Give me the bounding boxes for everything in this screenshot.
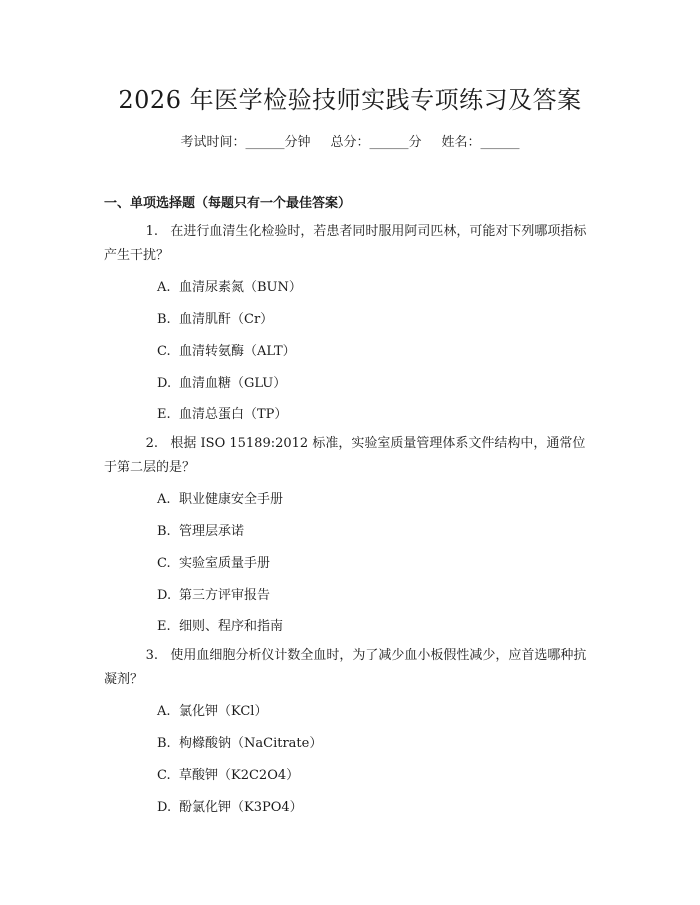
question-2 [104, 432, 594, 480]
student-name: 姓名：______ [441, 135, 520, 150]
option-3a [157, 700, 267, 719]
option-letter: E. [157, 407, 171, 422]
question-text: 根据 ISO 15189:2012 标准，实验室质量管理体系文件结构中，通常位于第二层的是？ [104, 436, 586, 475]
exam-meta [0, 131, 700, 150]
option-letter: B. [157, 524, 171, 539]
question-number: 2. [145, 436, 158, 451]
question-number: 3. [145, 648, 158, 663]
option-letter: A. [157, 704, 171, 719]
question-number: 1. [145, 224, 158, 239]
question-text: 在进行血清生化检验时，若患者同时服用阿司匹林，可能对下列哪项指标产生干扰？ [104, 224, 587, 263]
option-1a [157, 276, 302, 295]
option-letter: D. [157, 800, 172, 815]
option-text: 血清转氨酶（ALT） [179, 344, 296, 359]
option-text: 氯化钾（KCl） [179, 704, 268, 719]
exam-score: 总分：______分 [330, 135, 422, 150]
option-letter: A. [157, 280, 171, 295]
option-text: 细则、程序和指南 [179, 619, 284, 634]
option-text: 实验室质量手册 [179, 556, 271, 571]
option-3c [157, 764, 299, 783]
option-1d [157, 372, 286, 391]
question-text: 使用血细胞分析仪计数全血时，为了减少血小板假性减少，应首选哪种抗凝剂？ [104, 648, 587, 687]
option-text: 枸橼酸钠（NaCitrate） [179, 736, 323, 751]
section-heading: 一、单项选择题（每题只有一个最佳答案） [104, 196, 352, 211]
option-2c [157, 552, 270, 571]
option-2a [157, 488, 283, 507]
option-1b [157, 308, 273, 327]
question-3 [104, 644, 594, 692]
option-1e [157, 403, 287, 422]
option-3d [157, 796, 303, 815]
option-text: 草酸钾（K2C2O4） [179, 768, 300, 783]
question-1 [104, 220, 594, 268]
option-letter: C. [157, 768, 171, 783]
option-text: 血清血糖（GLU） [179, 376, 287, 391]
option-letter: B. [157, 312, 171, 327]
option-text: 管理层承诺 [179, 524, 245, 539]
option-letter: D. [157, 588, 172, 603]
option-text: 职业健康安全手册 [179, 492, 284, 507]
option-letter: B. [157, 736, 171, 751]
option-text: 血清肌酐（Cr） [179, 312, 274, 327]
option-1c [157, 340, 296, 359]
option-letter: E. [157, 619, 171, 634]
option-text: 血清尿素氮（BUN） [179, 280, 302, 295]
option-3b [157, 732, 322, 751]
option-text: 酚氯化钾（K3PO4） [179, 800, 303, 815]
exam-time: 考试时间：______分钟 [180, 135, 311, 150]
option-letter: D. [157, 376, 172, 391]
option-2b [157, 520, 244, 539]
option-text: 血清总蛋白（TP） [179, 407, 288, 422]
option-letter: A. [157, 492, 171, 507]
option-letter: C. [157, 556, 171, 571]
option-text: 第三方评审报告 [179, 588, 271, 603]
option-2e [157, 615, 283, 634]
page-title: 2026 年医学检验技师实践专项练习及答案 [118, 86, 582, 114]
option-2d [157, 584, 270, 603]
option-letter: C. [157, 344, 171, 359]
